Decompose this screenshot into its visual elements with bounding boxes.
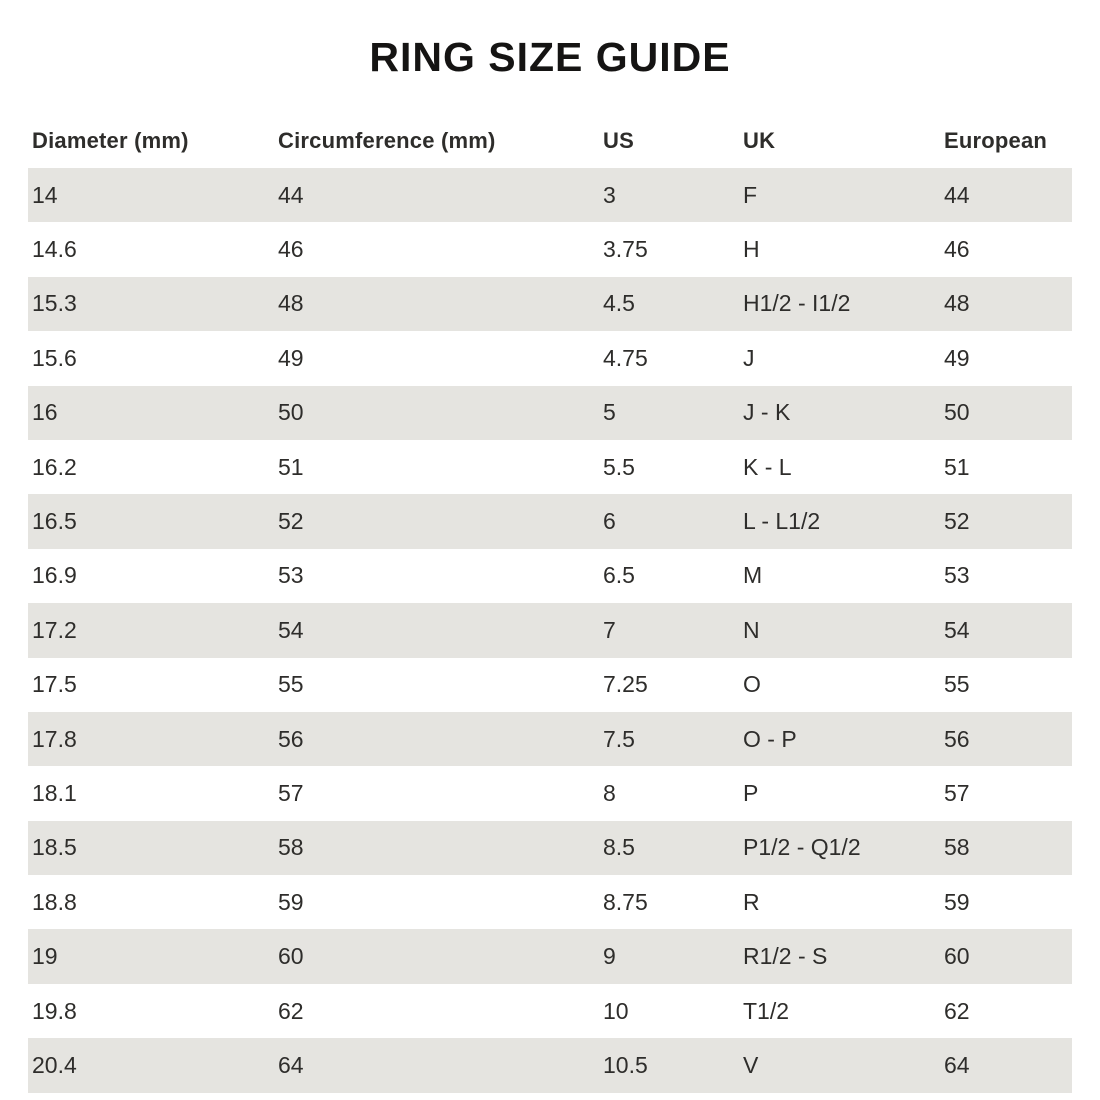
table-row bbox=[28, 875, 1072, 929]
cell-european: 53 bbox=[944, 562, 970, 589]
table-row bbox=[28, 277, 1072, 331]
cell-diameter: 15.3 bbox=[32, 290, 77, 317]
table-row bbox=[28, 712, 1072, 766]
cell-uk: J - K bbox=[743, 399, 791, 426]
table-header-row bbox=[28, 114, 1072, 168]
cell-uk: T1/2 bbox=[743, 997, 790, 1024]
table-row bbox=[28, 821, 1072, 875]
cell-european: 57 bbox=[944, 779, 970, 806]
cell-diameter: 17.5 bbox=[32, 671, 77, 698]
table-row bbox=[28, 929, 1072, 983]
cell-european: 56 bbox=[944, 725, 970, 752]
cell-us: 8 bbox=[603, 779, 616, 806]
cell-european: 54 bbox=[944, 616, 970, 643]
table-row bbox=[28, 766, 1072, 820]
table-row bbox=[28, 494, 1072, 548]
cell-uk: H1/2 - I1/2 bbox=[743, 290, 851, 317]
table-row bbox=[28, 549, 1072, 603]
cell-diameter: 14 bbox=[32, 181, 58, 208]
page-title: RING SIZE GUIDE bbox=[369, 34, 731, 80]
cell-circumference: 53 bbox=[278, 562, 304, 589]
cell-circumference: 55 bbox=[278, 671, 304, 698]
cell-us: 6.5 bbox=[603, 562, 635, 589]
cell-european: 59 bbox=[944, 888, 970, 915]
cell-uk: F bbox=[743, 181, 758, 208]
table-row bbox=[28, 386, 1072, 440]
cell-diameter: 17.8 bbox=[32, 725, 77, 752]
cell-european: 58 bbox=[944, 834, 970, 861]
cell-diameter: 16 bbox=[32, 399, 58, 426]
cell-circumference: 48 bbox=[278, 290, 304, 317]
cell-european: 60 bbox=[944, 943, 970, 970]
cell-us: 5.5 bbox=[603, 453, 635, 480]
cell-diameter: 20.4 bbox=[32, 1051, 77, 1078]
table-row bbox=[28, 331, 1072, 385]
table-row bbox=[28, 984, 1072, 1038]
cell-us: 7 bbox=[603, 616, 616, 643]
cell-uk: R bbox=[743, 888, 760, 915]
cell-us: 8.5 bbox=[603, 834, 635, 861]
cell-uk: V bbox=[743, 1051, 759, 1078]
cell-diameter: 18.1 bbox=[32, 779, 77, 806]
cell-circumference: 62 bbox=[278, 997, 304, 1024]
cell-circumference: 60 bbox=[278, 943, 304, 970]
cell-uk: R1/2 - S bbox=[743, 943, 828, 970]
cell-us: 3.75 bbox=[603, 236, 648, 263]
cell-diameter: 18.5 bbox=[32, 834, 77, 861]
cell-diameter: 18.8 bbox=[32, 888, 77, 915]
table-body bbox=[28, 168, 1072, 1093]
cell-uk: H bbox=[743, 236, 760, 263]
ring-size-table bbox=[28, 114, 1072, 1093]
cell-us: 7.25 bbox=[603, 671, 648, 698]
cell-us: 7.5 bbox=[603, 725, 635, 752]
cell-diameter: 16.2 bbox=[32, 453, 77, 480]
cell-circumference: 64 bbox=[278, 1051, 304, 1078]
cell-uk: K - L bbox=[743, 453, 792, 480]
cell-diameter: 16.5 bbox=[32, 508, 77, 535]
cell-us: 10.5 bbox=[603, 1051, 648, 1078]
table-row bbox=[28, 168, 1072, 222]
header-us: US bbox=[603, 128, 634, 153]
cell-uk: P bbox=[743, 779, 759, 806]
cell-diameter: 19.8 bbox=[32, 997, 77, 1024]
cell-circumference: 59 bbox=[278, 888, 304, 915]
cell-circumference: 56 bbox=[278, 725, 304, 752]
header-circumference: Circumference (mm) bbox=[278, 128, 496, 153]
cell-diameter: 15.6 bbox=[32, 344, 77, 371]
cell-european: 62 bbox=[944, 997, 970, 1024]
cell-diameter: 19 bbox=[32, 943, 58, 970]
cell-european: 50 bbox=[944, 399, 970, 426]
cell-uk: O bbox=[743, 671, 761, 698]
cell-diameter: 17.2 bbox=[32, 616, 77, 643]
header-european: European bbox=[944, 128, 1048, 153]
cell-us: 3 bbox=[603, 181, 616, 208]
cell-circumference: 51 bbox=[278, 453, 304, 480]
cell-circumference: 50 bbox=[278, 399, 304, 426]
table-row bbox=[28, 603, 1072, 657]
cell-uk: P1/2 - Q1/2 bbox=[743, 834, 861, 861]
cell-circumference: 57 bbox=[278, 779, 304, 806]
cell-circumference: 58 bbox=[278, 834, 304, 861]
cell-us: 9 bbox=[603, 943, 616, 970]
cell-uk: M bbox=[743, 562, 763, 589]
cell-uk: L - L1/2 bbox=[743, 508, 821, 535]
cell-circumference: 54 bbox=[278, 616, 304, 643]
cell-circumference: 49 bbox=[278, 344, 304, 371]
table-row bbox=[28, 1038, 1072, 1092]
cell-diameter: 16.9 bbox=[32, 562, 77, 589]
cell-european: 64 bbox=[944, 1051, 970, 1078]
cell-diameter: 14.6 bbox=[32, 236, 77, 263]
table-row bbox=[28, 658, 1072, 712]
cell-european: 52 bbox=[944, 508, 970, 535]
cell-european: 46 bbox=[944, 236, 970, 263]
cell-us: 10 bbox=[603, 997, 629, 1024]
cell-european: 51 bbox=[944, 453, 970, 480]
cell-us: 8.75 bbox=[603, 888, 648, 915]
header-diameter: Diameter (mm) bbox=[32, 128, 189, 153]
cell-circumference: 52 bbox=[278, 508, 304, 535]
cell-uk: N bbox=[743, 616, 760, 643]
table-row bbox=[28, 440, 1072, 494]
cell-european: 48 bbox=[944, 290, 970, 317]
cell-european: 49 bbox=[944, 344, 970, 371]
header-uk: UK bbox=[743, 128, 776, 153]
cell-us: 4.5 bbox=[603, 290, 635, 317]
cell-european: 55 bbox=[944, 671, 970, 698]
cell-us: 4.75 bbox=[603, 344, 648, 371]
cell-circumference: 44 bbox=[278, 181, 304, 208]
cell-us: 6 bbox=[603, 508, 616, 535]
cell-circumference: 46 bbox=[278, 236, 304, 263]
cell-us: 5 bbox=[603, 399, 616, 426]
cell-uk: O - P bbox=[743, 725, 797, 752]
cell-european: 44 bbox=[944, 181, 970, 208]
table-row bbox=[28, 222, 1072, 276]
cell-uk: J bbox=[743, 344, 755, 371]
